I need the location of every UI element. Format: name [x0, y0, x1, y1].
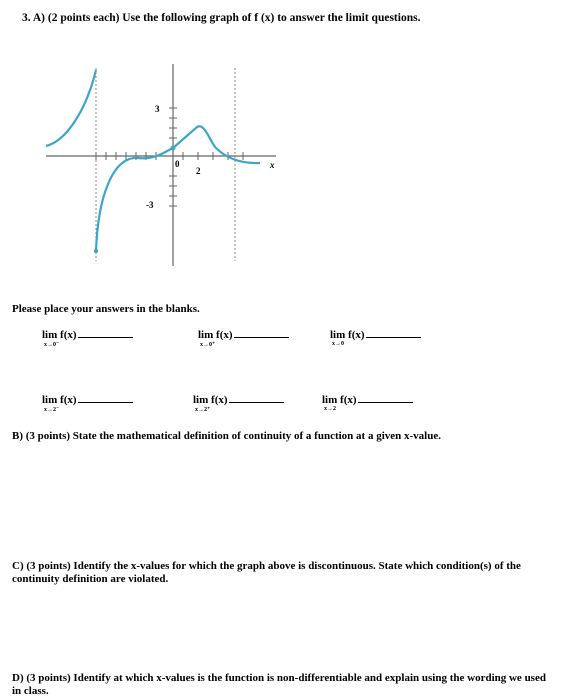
limit-expression: lim f(x) [193, 394, 228, 406]
curve-right [173, 126, 260, 163]
limit-item [193, 394, 284, 413]
tick-label-3: 3 [155, 104, 160, 114]
limit-subscript: x→0 [332, 341, 344, 347]
limit-expression: lim f(x) [198, 329, 233, 341]
limit-subscript: x→0⁻ [44, 342, 60, 348]
tick-label-neg3: -3 [146, 200, 154, 210]
tick-label-0: 0 [175, 159, 180, 169]
limit-subscript: x→2 [324, 406, 336, 412]
limit-item [322, 394, 413, 412]
answer-blank[interactable] [358, 402, 413, 403]
function-graph [38, 56, 288, 276]
part-d-question: D) (3 points) Identify at which x-values is the function is non-differentiable and explain using the wording we used in class. [12, 672, 546, 697]
limit-expression: lim f(x) [42, 394, 77, 406]
limit-subscript: x→2⁻ [44, 407, 60, 413]
answer-blank[interactable] [366, 337, 421, 338]
limit-subscript: x→0⁺ [200, 342, 216, 348]
part-b-question: B) (3 points) State the mathematical definition of continuity of a function at a given x-value. [12, 430, 441, 442]
limit-item [330, 329, 421, 347]
limit-expression: lim f(x) [322, 394, 357, 406]
x-axis-label: x [270, 160, 275, 170]
question-title: 3. A) (2 points each) Use the following graph of f (x) to answer the limit questions. [22, 12, 421, 24]
endpoint-marker [94, 249, 98, 253]
curve-left-upper [46, 70, 96, 146]
limit-subscript: x→2⁺ [195, 407, 211, 413]
limit-item [42, 394, 133, 413]
answer-blank[interactable] [78, 402, 133, 403]
limit-item [198, 329, 289, 348]
limit-expression: lim f(x) [42, 329, 77, 341]
tick-label-2: 2 [196, 166, 201, 176]
limit-expression: lim f(x) [330, 329, 365, 341]
limit-item [42, 329, 133, 348]
answer-blank[interactable] [229, 402, 284, 403]
instructions: Please place your answers in the blanks. [12, 303, 200, 315]
answer-blank[interactable] [234, 337, 289, 338]
curve-middle [96, 148, 173, 251]
part-c-question: C) (3 points) Identify the x-values for which the graph above is discontinuous. State which condition(s) of the continuity definition are violated. [12, 560, 521, 585]
point-at-zero [171, 146, 176, 151]
answer-blank[interactable] [78, 337, 133, 338]
